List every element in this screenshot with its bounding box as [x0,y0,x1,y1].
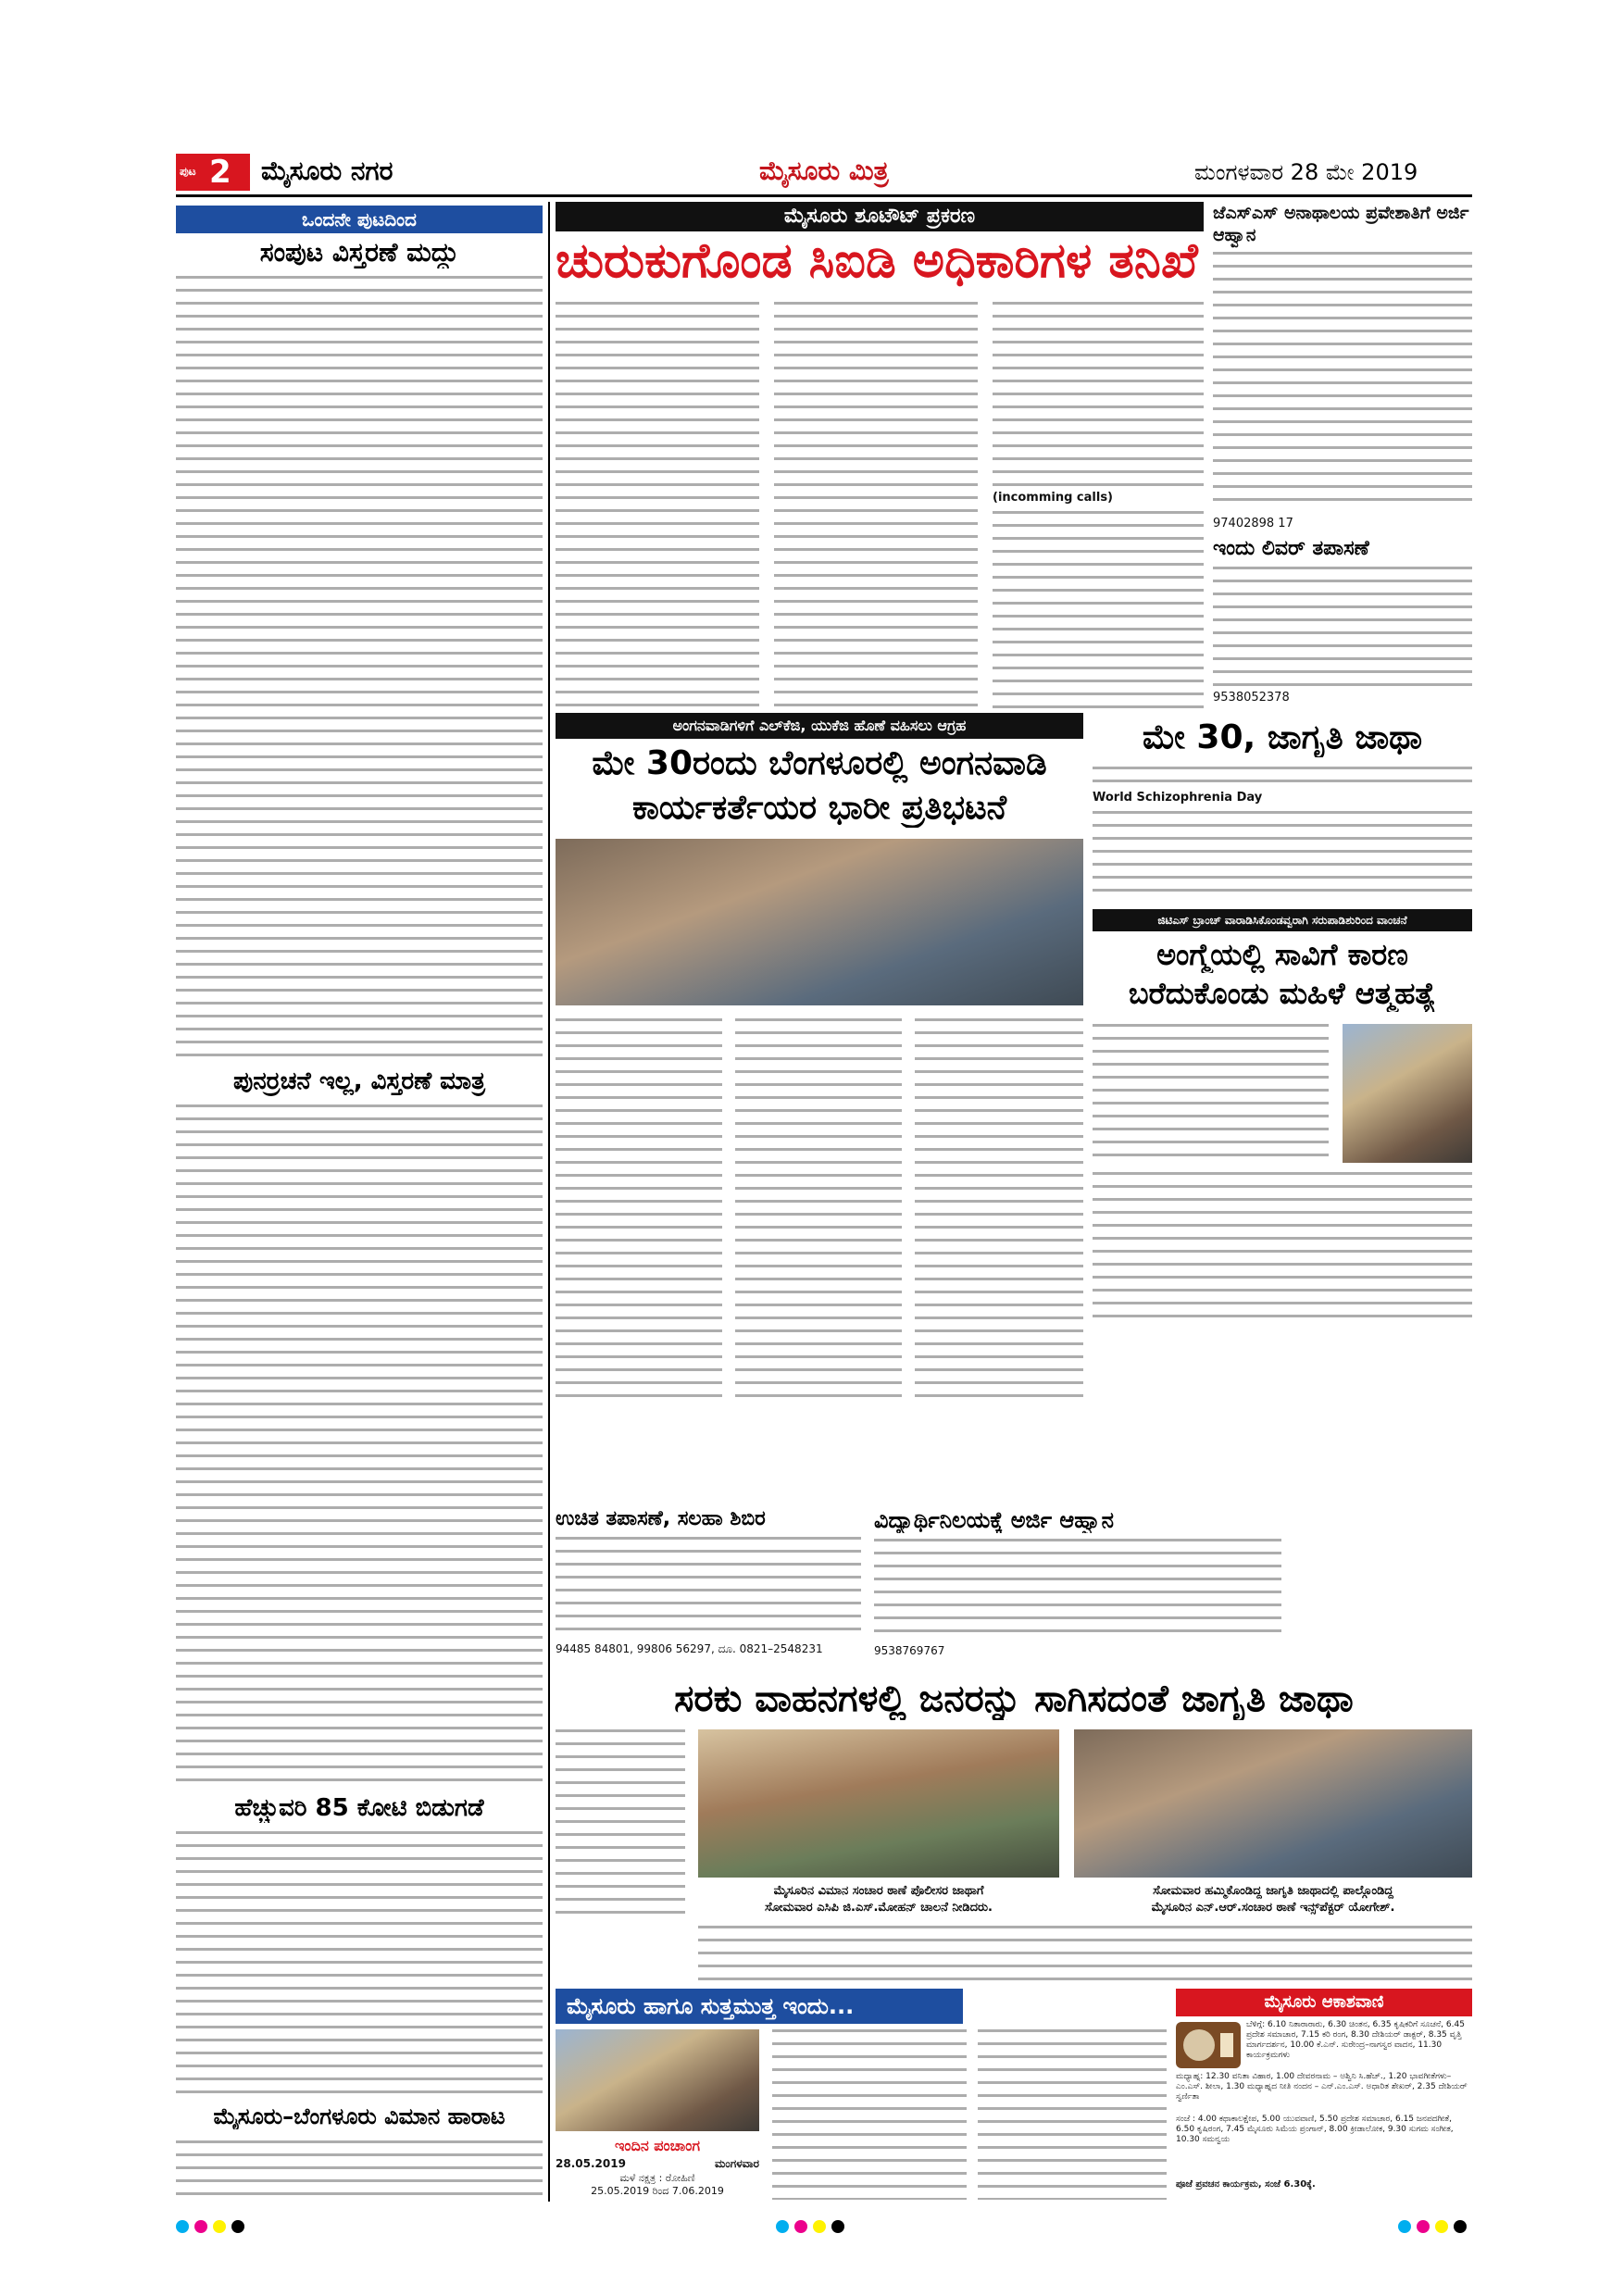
suicide-kicker-text: ಜಿಟಿಎಸ್ ಬ್ರಾಂಚ್ ವಾರಾಡಿಸಿಕೊಂಡವ್ವರಾಗಿ ಸರುಪಾಡಿಶುರಿಂದ ವಾಂಚನೆ [1157,914,1407,927]
anganwadi-headline-line2: ಕಾರ್ಯಕರ್ತೆಯರ ಭಾರೀ ಪ್ರತಿಭಟನೆ [631,789,1007,827]
cyan-mark [176,2220,189,2233]
yellow-mark [213,2220,226,2233]
radio-schedule-top: ಬೆಳಿಗ್ಗೆ: 6.10 ನಿತಾರಾರಾರು, 6.30 ಚಿಂತನ, 6.35 ಕೃಷಿಕರಿಗೆ ಸೂಚನೆ, 6.45 ಪ್ರದೇಶ ಸಮಾಚಾರ, 7.15 ಕರಿ ರಂಗ, 8.30 ದೇಶಿಯರ್ ಡಾಕ್ಟರ್, 8.35 ವೃತ್ತಿ ಮಾರ್ಗದರ್ಶನ, 10.00 ಕೆ.ಎನ್. ಸುರೇಂದ್ರ–ನಾಗಸ್ವರ ವಾದನ, 11.30 ಕಾರ್ಯಕ್ರಮಗಳು [1246,2020,1465,2060]
masthead-logo: ಮೈಸೂರು ಮಿತ್ರ [759,156,889,186]
radio-dial [1220,2033,1233,2057]
magenta-mark [194,2220,207,2233]
free-camp-story [556,1507,861,1674]
liver-camp-headline: ಇಂದು ಲಿವರ್ ತಪಾಸಣೆ [1213,537,1369,560]
orphanage-box-body [1213,252,1472,511]
suicide-body [1093,1172,1472,1320]
radio-title: ಮೈಸೂರು ಆಕಾಶವಾಣಿ [1264,1992,1384,2012]
traffic-caption-2-line2: ಮೈಸೂರಿನ ಎನ್.ಆರ್.ಸಂಚಾರ ಠಾಣೆ ಇನ್ಸ್‌ಪೆಕ್ಟರ್ ಯೋಗೇಶ್. [1151,1901,1395,1915]
top-story-col-2 [774,302,978,709]
panchanga-day: ಮಂಗಳವಾರ [714,2157,759,2170]
magenta-mark [794,2220,807,2233]
events-listing-col-1 [772,2029,967,2200]
anganwadi-kicker [556,713,1083,739]
suicide-story [1093,909,1472,1326]
traffic-story [556,1678,1472,1983]
traffic-photo-inspector [1074,1729,1472,1878]
orphanage-phone: 97402898 17 [1213,517,1293,530]
article-body-1 [176,276,543,1063]
traffic-body-col-1 [556,1729,685,1915]
awareness-headline: ಮೇ 30, ಜಾಗೃತಿ ಜಾಥಾ [1142,718,1423,756]
free-camp-body [556,1537,861,1639]
top-story-headline: ಚುರುಕುಗೊಂಡ ಸಿಐಡಿ ಅಧಿಕಾರಿಗಳ ತನಿಖೆ [556,233,1198,289]
radio-header [1176,1989,1472,2016]
page-label: ಪುಟ [180,165,196,178]
incoming-calls-note: (incomming calls) [993,491,1113,505]
yellow-mark [813,2220,826,2233]
traffic-caption-2-line1: ಸೋಮವಾರ ಹಮ್ಮಿಕೊಂಡಿದ್ದ ಜಾಗೃತಿ ಜಾಥಾದಲ್ಲಿ ಪಾಲ್ಗೊಂಡಿದ್ದ [1153,1884,1393,1898]
color-registration-center [776,2220,850,2235]
black-mark [231,2220,244,2233]
panchanga-title: ಇಂದಿನ ಪಂಚಾಂಗ [615,2137,700,2154]
suicide-headline-line1: ಅಂಗ್ಮೆಯಲ್ಲಿ ಸಾವಿಗೆ ಕಾರಣ [1156,937,1408,972]
anganwadi-headline-line1: ಮೇ 30ರಂದು ಬೆಂಗಳೂರಲ್ಲಿ ಅಂಗನವಾಡಿ [592,744,1047,782]
awareness-body-a [1093,767,1472,787]
traffic-body-row-2 [698,1926,1472,1981]
radio-panel [1176,1989,1472,2202]
cyan-mark [776,2220,789,2233]
headline-no-reshuffle: ಪುನರ್ರಚನೆ ಇಲ್ಲ, ವಿಸ್ತರಣೆ ಮಾತ್ರ [233,1067,485,1095]
liver-camp-body [1213,567,1472,687]
student-application-story [874,1507,1281,1674]
anganwadi-col-3 [915,1018,1083,1407]
continued-banner [176,206,543,233]
student-application-headline: ವಿದ್ಯಾರ್ಥಿನಿಲಯಕ್ಕೆ ಅರ್ಜಿ ಆಹ್ವಾನ [874,1507,1115,1533]
right-column-top [1213,202,1472,711]
events-header [556,1989,963,2024]
black-mark [831,2220,844,2233]
page-header [176,150,1472,193]
section-title: ಮೈಸೂರು ನಗರ [261,156,394,186]
yellow-mark [1435,2220,1448,2233]
panchanga-date: 28.05.2019 [556,2157,626,2170]
awareness-body-b [1093,811,1472,894]
headline-mysuru-bengaluru-flight: ಮೈಸೂರು–ಬೆಂಗಳೂರು ವಿಮಾನ ಹಾರಾಟ [213,2103,506,2129]
radio-schedule-closing: ಪೂಜೆ ಪ್ರವಚನ ಕಾರ್ಯಕ್ರಮ, ಸಂಜೆ 6.30ಕ್ಕೆ. [1176,2179,1316,2190]
radio-schedule-noon: ಮಧ್ಯಾಹ್ನ: 12.30 ವನಿತಾ ವಿಹಾರ, 1.00 ದೇವರನಾಮ – ಅಶ್ವಿನಿ ಸಿ.ಹೆಚ್., 1.20 ಭಾವಗೀತೆಗಳು–ಎಂ.ಎಸ್. ಶೀಲಾ, 1.30 ಮಧ್ಯಾಹ್ನದ ನೀತಿ ನಂದನ – ಎನ್.ಎಂ.ಎಸ್. ಅಧಾರಿತ ಶೇಖರ್, 2.35 ದೇಶಿಯರ್ ಸ್ವರ್ಣಿತಾ [1176,2072,1468,2102]
cyan-mark [1398,2220,1411,2233]
headline-cabinet-expansion: ಸಂಪುಟ ವಿಸ್ತರಣೆ ಮದ್ದು [259,237,459,268]
events-header-text: ಮೈಸೂರು ಹಾಗೂ ಸುತ್ತಮುತ್ತ ಇಂದು... [567,1993,855,2019]
traffic-photo-rally [698,1729,1059,1878]
panchanga-nakshatra: ಮಳೆ ನಕ್ಷತ್ರ : ರೋಹಿಣಿ [619,2172,695,2184]
awareness-story [1093,718,1472,904]
article-body-4 [176,2140,543,2202]
left-column-divider [548,202,550,2202]
orphanage-box-headline: ಜೆಎಸ್ಎಸ್ ಅನಾಥಾಲಯ ಪ್ರವೇಶಾತಿಗೆ ಅರ್ಜಿ ಆಹ್ವಾನ [1213,203,1469,245]
anganwadi-col-2 [735,1018,902,1407]
top-story [556,202,1204,711]
article-body-3 [176,1831,543,2100]
black-mark [1454,2220,1467,2233]
top-story-kicker [556,202,1204,231]
top-story-kicker-text: ಮೈಸೂರು ಶೂಟೌಟ್ ಪ್ರಕರಣ [783,205,976,228]
header-rule [176,194,1472,197]
student-application-phone: 9538769767 [874,1644,945,1657]
suicide-kicker [1093,909,1472,931]
events-panel [556,1989,1167,2202]
magenta-mark [1417,2220,1430,2233]
continued-banner-text: ಒಂದನೇ ಪುಟದಿಂದ [302,208,417,231]
radio-icon [1176,2022,1241,2068]
color-registration-left [176,2220,250,2235]
anganwadi-kicker-text: ಅಂಗನವಾಡಿಗಳಿಗೆ ಎಲ್‌ಕೆಜಿ, ಯುಕೆಜಿ ಹೊಣೆ ವಹಿಸಲು ಆಗ್ರಹ [672,717,967,734]
panchanga-range: 25.05.2019 ರಿಂದ 7.06.2019 [591,2185,724,2197]
traffic-headline: ಸರಕು ವಾಹನಗಳಲ್ಲಿ ಜನರನ್ನು ಸಾಗಿಸದಂತೆ ಜಾಗೃತಿ ಜಾಥಾ [674,1678,1354,1720]
student-application-body [874,1539,1281,1641]
woman-portrait-photo [1343,1024,1472,1163]
issue-date: ಮಂಗಳವಾರ 28 ಮೇ 2019 [1194,159,1418,185]
page-number: 2 [209,154,231,191]
radio-speaker [1183,2029,1215,2061]
free-camp-headline: ಉಚಿತ ತಪಾಸಣೆ, ಸಲಹಾ ಶಿಬಿರ [556,1507,766,1530]
events-listing-col-2 [978,2029,1167,2200]
awareness-inline-term: World Schizophrenia Day [1093,791,1263,805]
liver-camp-phone: 9538052378 [1213,691,1290,705]
top-story-col-1 [556,302,759,709]
anganwadi-story [556,713,1083,1500]
page-number-badge [176,154,250,191]
suicide-body-top [1093,1024,1329,1163]
free-camp-phones: 94485 84801, 99806 56297, ದೂ. 0821–2548231 [556,1642,823,1655]
left-column [176,202,543,2202]
article-body-2 [176,1104,543,1790]
anganwadi-col-1 [556,1018,722,1407]
suicide-headline-line2: ಬರೆದುಕೊಂಡು ಮಹಿಳೆ ಆತ್ಮಹತ್ಯೆ [1128,976,1437,1011]
headline-additional-85-crore: ಹೆಚ್ಚುವರಿ 85 ಕೋಟಿ ಬಿಡುಗಡೆ [234,1794,484,1822]
radio-schedule-evening: ಸಂಜೆ : 4.00 ಕಥಾಕಾಲಕ್ಷೇಪ, 5.00 ಯುವವಾಣಿ, 5.50 ಪ್ರದೇಶ ಸಮಾಚಾರ, 6.15 ಜನಪದಗೀತೆ, 6.50 ಕೃಷಿರಂಗ, 7.45 ಮೈಸೂರು ಸಿಮೆಯ ಪ್ರಂಗಾನ್, 8.00 ಕ್ರೀಡಾಲೋಕ, 9.30 ಸುಗಮ ಸಂಗೀತ, 10.30 ಸಮನ್ವಯ [1176,2115,1454,2144]
mysore-palace-photo [556,2029,759,2131]
top-story-col-3 [993,302,1204,487]
traffic-caption-1-line2: ಸೋಮವಾರ ಎಸಿಪಿ ಜಿ.ಎಸ್.ಮೋಹನ್ ಚಾಲನೆ ನೀಡಿದರು. [765,1901,993,1915]
color-registration-right [1398,2220,1472,2235]
traffic-caption-1-line1: ಮೈಸೂರಿನ ವಿಮಾನ ಸಂಚಾರ ಠಾಣೆ ಪೊಲೀಸರ ಜಾಥಾಗೆ [773,1884,984,1898]
top-story-col-3b [993,511,1204,709]
anganwadi-protest-photo [556,839,1083,1005]
